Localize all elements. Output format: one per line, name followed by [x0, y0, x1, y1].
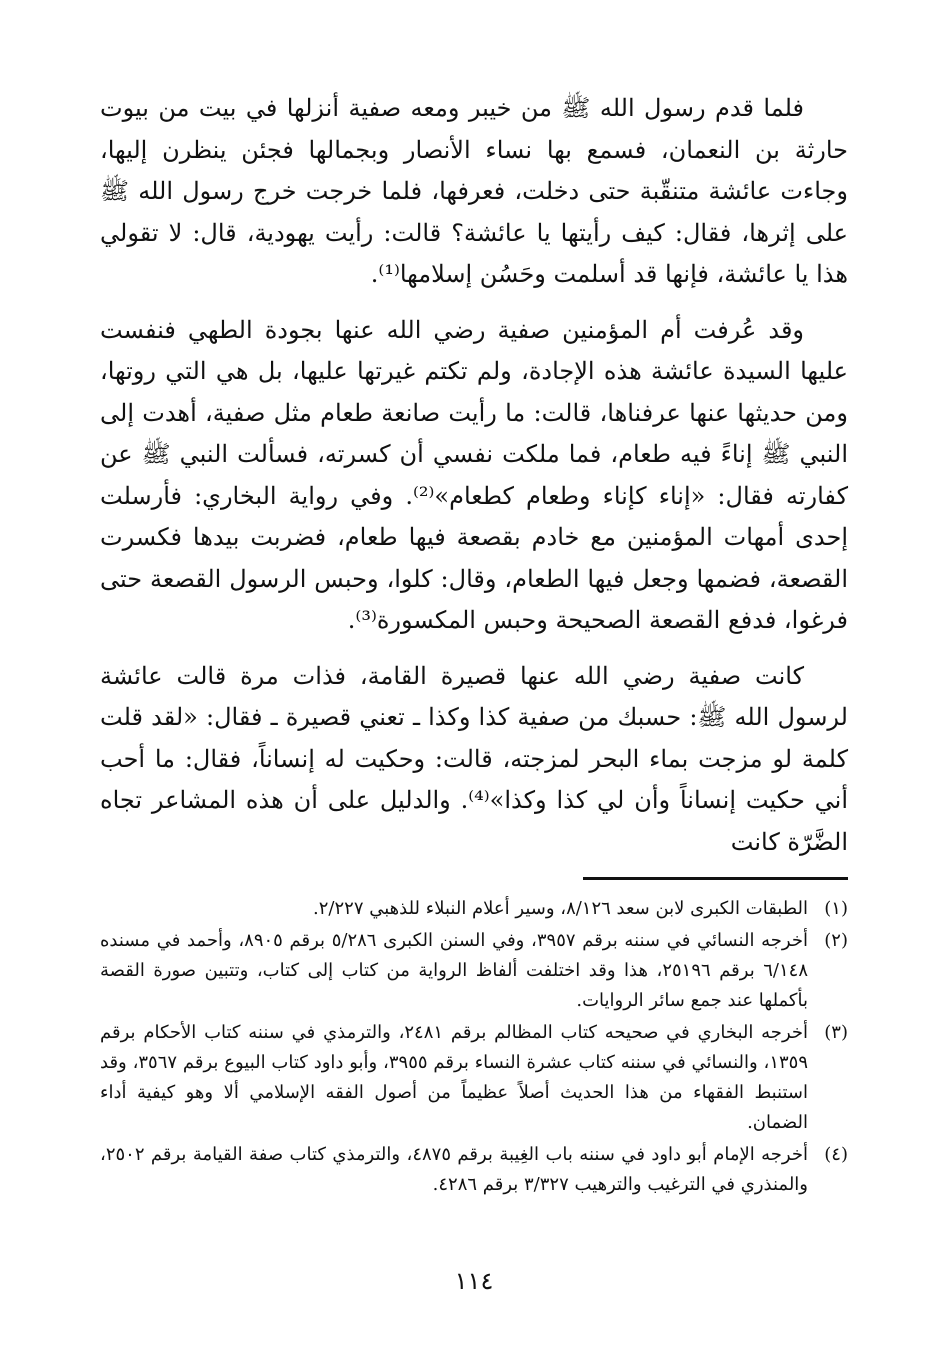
footnote-divider: [583, 877, 848, 880]
paragraph-2: وقد عُرفت أم المؤمنين صفية رضي الله عنها بجودة الطهي فنفست عليها السيدة عائشة هذه الإجادة، ولم تكتم غيرتها عليها، بل هي التي روتها، ومن حديثها عنها عرفناها، قالت: ما رأيت صانعة طعام مثل صفية، أهدت إلى النبي ﷺ إناءً فيه طعام، فما ملكت نفسي أن كسرته، فسألت النبي ﷺ عن كفارته فقال: «إناء كإناء وطعام كطعام»⁽²⁾. وفي رواية البخاري: فأرسلت إحدى أمهات المؤمنين مع خادم بقصعة فيها طعام، فضربت بيدها فكسرت القصعة، فضمها وجعل فيها الطعام، وقال: كلوا، وحبس الرسول القصعة حتى فرغوا، فدفع القصعة الصحيحة وحبس المكسورة⁽³⁾.: [100, 315, 848, 634]
footnote-4: [100, 1140, 848, 1200]
page-number: ١١٤: [454, 1267, 494, 1295]
main-text: [100, 88, 848, 863]
footnote-text: أخرجه النسائي في سننه برقم ٣٩٥٧، وفي السنن الكبرى ٥/٢٨٦ برقم ٨٩٠٥، وأحمد في مسنده ٦/١٤٨ برقم ٢٥١٩٦، هذا وقد اختلفت ألفاظ الرواية من كتاب إلى كتاب، وتتبين صورة القصة بأكملها عند جمع سائر الروايات.: [100, 930, 808, 1011]
footnote-text: الطبقات الكبرى لابن سعد ٨/١٢٦، وسير أعلام النبلاء للذهبي ٢/٢٢٧.: [313, 898, 808, 919]
footnote-number: (٢): [824, 930, 848, 951]
footnote-number: (٤): [824, 1144, 848, 1165]
footnotes-section: [100, 877, 848, 1202]
footnote-number: (١): [824, 898, 848, 919]
footnote-number: (٣): [824, 1022, 848, 1043]
footnote-2: [100, 926, 848, 1016]
footnote-text: أخرجه الإمام أبو داود في سننه باب الغِيبة برقم ٤٨٧٥، والترمذي كتاب صفة القيامة برقم ٢٥٠٢، والمنذري في الترغيب والترهيب ٣/٣٢٧ برقم ٤٢٨٦.: [100, 1144, 808, 1195]
footnote-3: [100, 1018, 848, 1138]
footnote-text: أخرجه البخاري في صحيحه كتاب المظالم برقم ٢٤٨١، والترمذي في سننه كتاب الأحكام برقم ١٣٥٩، والنسائي في سننه كتاب عشرة النساء برقم ٣٩٥٥، وأبو داود كتاب البيوع برقم ٣٥٦٧، وقد استنبط الفقهاء من هذا الحديث أصلاً عظيماً من أصول الفقه الإسلامي ألا وهو كيفية أداء الضمان.: [100, 1022, 808, 1133]
paragraph-3: كانت صفية رضي الله عنها قصيرة القامة، فذات مرة قالت عائشة لرسول الله ﷺ: حسبك من صفية كذا وكذا ـ تعني قصيرة ـ فقال: «لقد قلت كلمة لو مزجت بماء البحر لمزجته، قالت: وحكيت له إنساناً، فقال: ما أحب أني حكيت إنساناً وأن لي كذا وكذا»⁽⁴⁾. والدليل على أن هذه المشاعر تجاه الضَّرّة كانت: [100, 661, 848, 856]
footnote-1: [100, 894, 848, 924]
paragraph-1: فلما قدم رسول الله ﷺ من خيبر ومعه صفية أنزلها في بيت من بيوت حارثة بن النعمان، فسمع بها نساء الأنصار وبجمالها فجئن ينظرن إليها، وجاءت عائشة متنقّبة حتى دخلت، فعرفها، فلما خرجت خرج رسول الله ﷺ على إثرها، فقال: كيف رأيتها يا عائشة؟ قالت: رأيت يهودية، قال: لا تقولي هذا يا عائشة، فإنها قد أسلمت وحَسُن إسلامها⁽¹⁾.: [100, 94, 848, 288]
